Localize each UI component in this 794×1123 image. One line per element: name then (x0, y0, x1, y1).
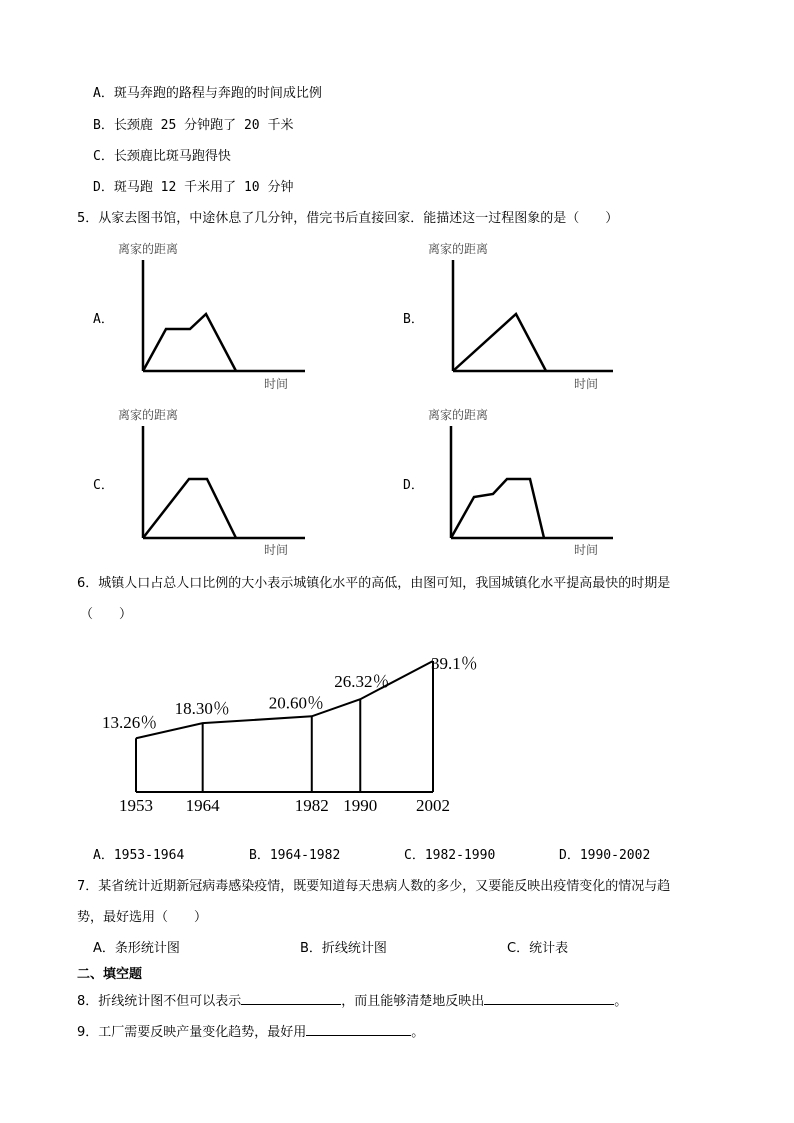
graph-b-x-label: 时间 (574, 377, 599, 391)
q8-part2: ，而且能够清楚地反映出 (341, 994, 485, 1009)
chart-tick-label: 1982 (294, 796, 329, 815)
q5-option-d-label: D． (403, 478, 424, 493)
chart-value-label: 13.26％ (102, 713, 158, 733)
q6-option-d: D．1990-2002 (559, 848, 651, 863)
chart-tick-label: 1964 (185, 796, 220, 815)
q7-option-a: A．条形统计图 (93, 941, 180, 956)
q4-option-c: C．长颈鹿比斑马跑得快 (93, 149, 231, 164)
q6-question-line2: （ ） (80, 607, 133, 622)
graph-d-x-label: 时间 (574, 543, 599, 557)
q8-blank-2[interactable] (484, 992, 614, 1005)
q5-question: 5．从家去图书馆，中途休息了几分钟，借完书后直接回家．能描述这一过程图象的是（ ） (77, 211, 619, 226)
graph-a-y-label: 离家的距离 (118, 242, 179, 256)
q4-option-b: B．长颈鹿 25 分钟跑了 20 千米 (93, 118, 294, 133)
graph-d-y-label: 离家的距离 (428, 408, 489, 422)
q6-option-b: B．1964-1982 (249, 848, 341, 863)
q7-option-b: B．折线统计图 (300, 941, 387, 956)
q5-option-b-label: B． (403, 312, 424, 327)
graph-a-x-label: 时间 (264, 377, 289, 391)
q9-part1: 9．工厂需要反映产量变化趋势，最好用 (77, 1025, 307, 1040)
chart-value-label: 39.1％ (431, 654, 478, 673)
chart-value-label: 20.60％ (268, 693, 325, 713)
graph-b-y-label: 离家的距离 (428, 242, 489, 256)
q7-option-c: C．统计表 (507, 941, 569, 956)
q6-question-line1: 6．城镇人口占总人口比例的大小表示城镇化水平的高低，由图可知，我国城镇化水平提高最快的时期是 (77, 576, 671, 591)
q9-question (77, 1021, 424, 1040)
chart-tick-label: 1990 (343, 796, 378, 815)
q4-option-d: D．斑马跑 12 千米用了 10 分钟 (93, 180, 294, 195)
graph-c-y-label: 离家的距离 (118, 408, 179, 422)
q4-option-a: A．斑马奔跑的路程与奔跑的时间成比例 (93, 86, 322, 101)
q8-blank-1[interactable] (241, 992, 341, 1005)
q9-part2: 。 (411, 1025, 425, 1040)
q8-part3: 。 (614, 994, 628, 1009)
chart-tick-label: 1953 (119, 796, 153, 815)
q7-question-line2: 势，最好选用（ ） (77, 910, 208, 925)
q6-option-a: A．1953-1964 (93, 848, 185, 863)
q9-blank[interactable] (306, 1023, 411, 1036)
chart-value-label: 18.30％ (174, 699, 230, 719)
q7-question-line1: 7．某省统计近期新冠病毒感染疫情，既要知道每天患病人数的多少，又要能反映出疫情变化的情况与趋 (77, 879, 671, 894)
q8-question (77, 990, 627, 1009)
q8-part1: 8．折线统计图不但可以表示 (77, 994, 242, 1009)
q5-option-a-label: A． (93, 312, 114, 327)
chart-tick-label: 2002 (416, 796, 450, 815)
q6-option-c: C．1982-1990 (404, 848, 496, 863)
graph-c-x-label: 时间 (264, 543, 289, 557)
chart-value-label: 26.32％ (334, 672, 390, 692)
section-title: 二、填空题 (77, 967, 143, 982)
q5-option-c-label: C． (93, 478, 114, 493)
